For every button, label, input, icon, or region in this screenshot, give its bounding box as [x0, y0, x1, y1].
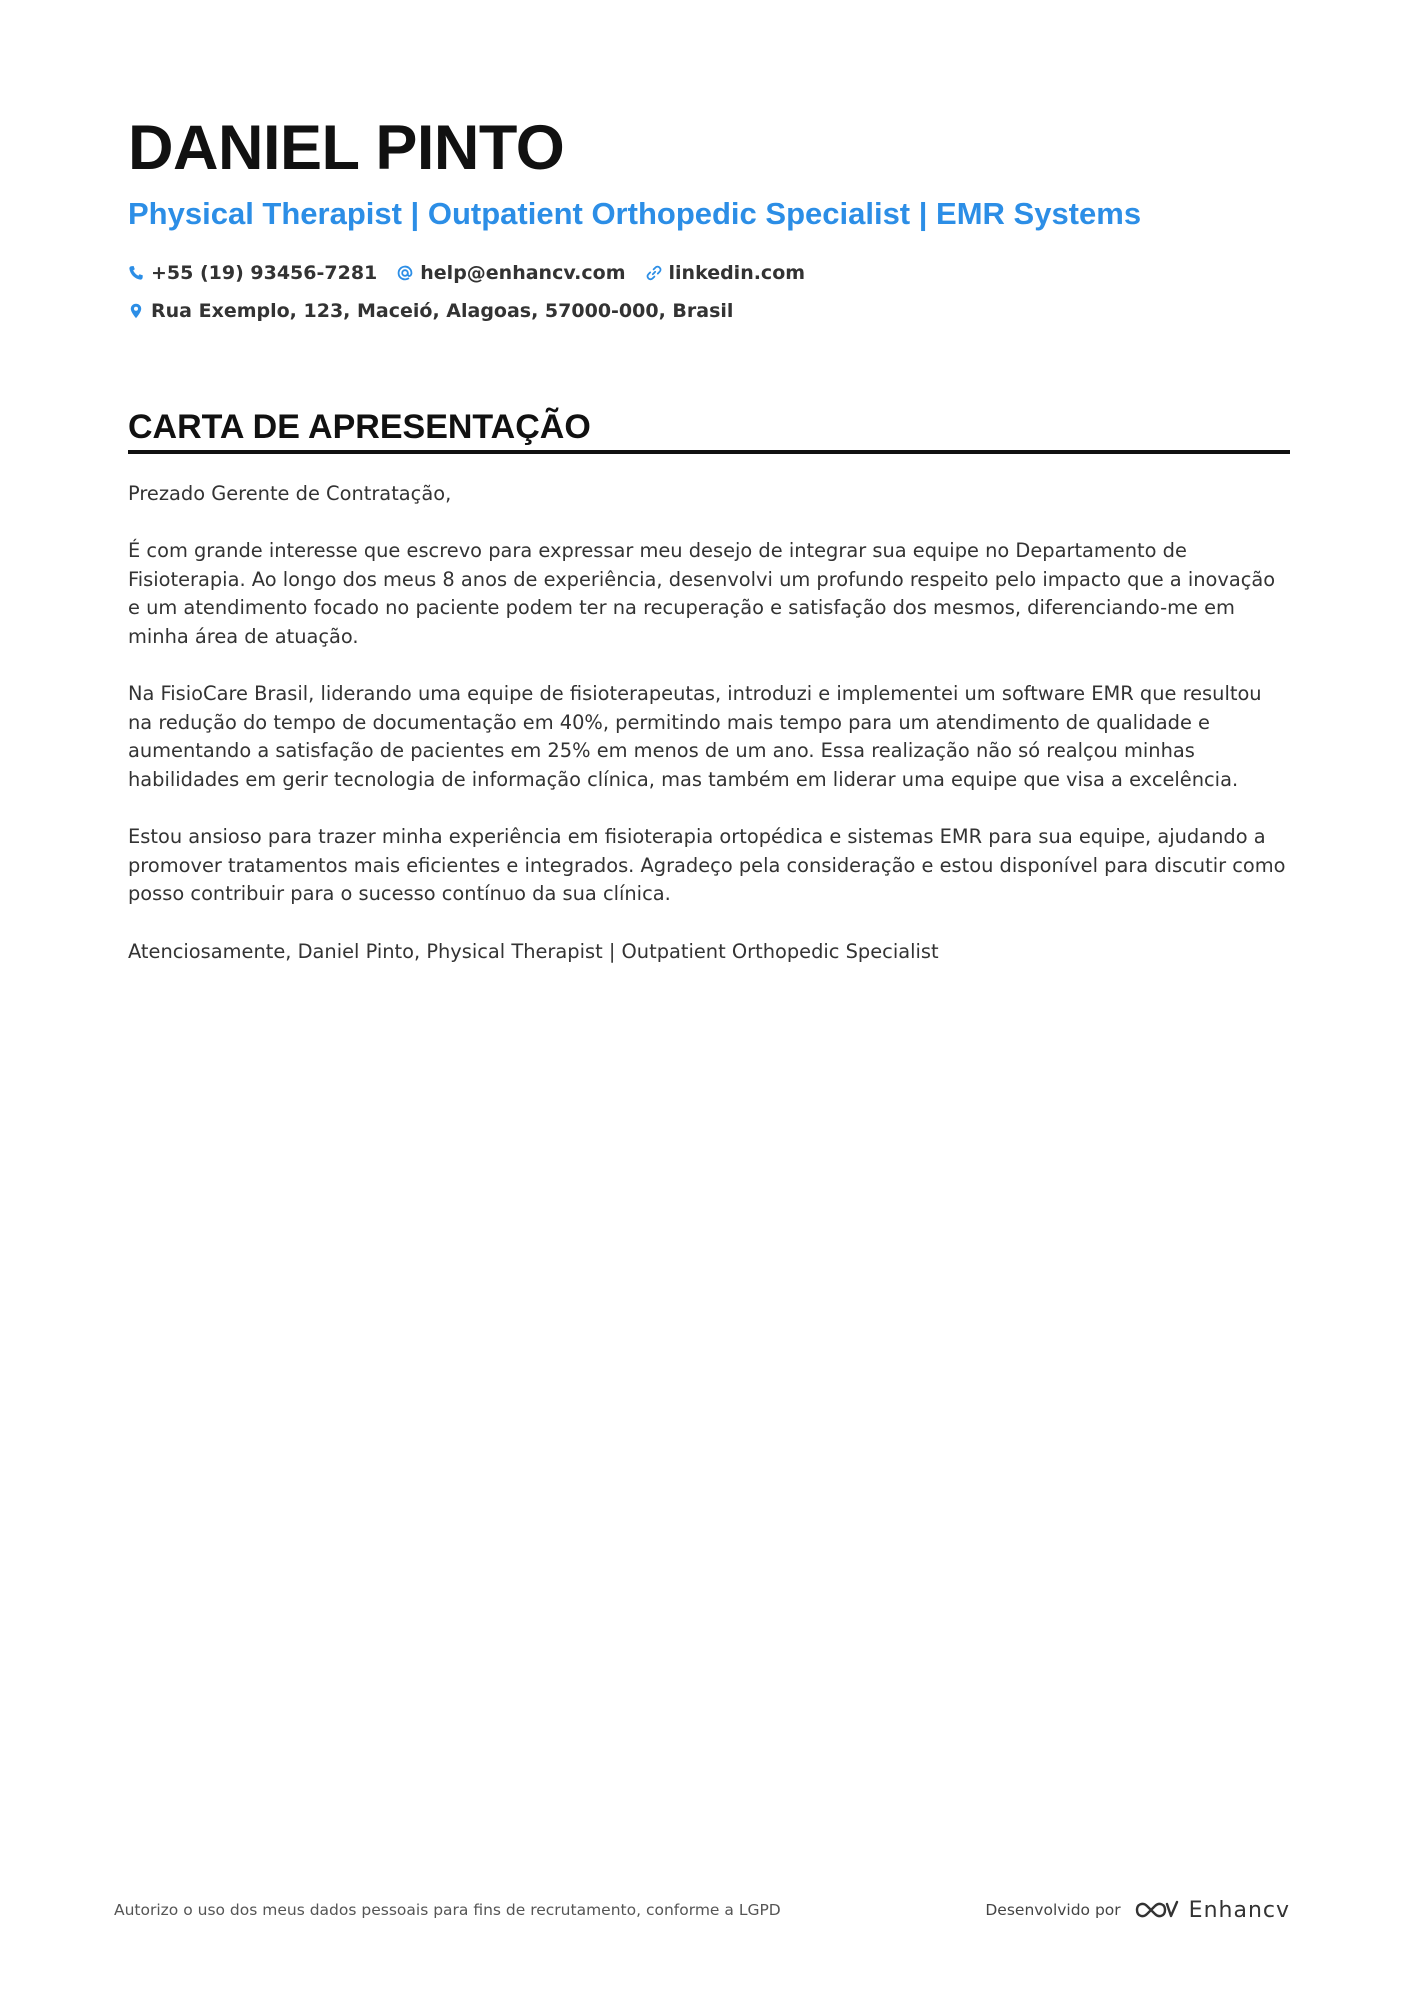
candidate-name: DANIEL PINTO [128, 113, 565, 183]
letter-body [128, 480, 1290, 966]
letter-closing: Atenciosamente, Daniel Pinto, Physical Therapist | Outpatient Orthopedic Specialist [128, 939, 939, 963]
candidate-headline: Physical Therapist | Outpatient Orthopedic Specialist | EMR Systems [128, 196, 1142, 231]
section-title: CARTA DE APRESENTAÇÃO [128, 406, 1290, 454]
consent-text: Autorizo o uso dos meus dados pessoais para fins de recrutamento, conforme a LGPD [114, 1901, 781, 1919]
powered-by-label: Desenvolvido por [985, 1901, 1121, 1919]
cover-letter-section [128, 406, 1290, 995]
letter-greeting: Prezado Gerente de Contratação, [128, 482, 452, 505]
letter-paragraph-2: Na FisioCare Brasil, liderando uma equipe de fisioterapeutas, introduzi e implementei um software EMR que resultou na redução do tempo de documentação em 40%, permitindo mais tempo para um atendimento de qualidade e aumentando a satisfação de pacientes em 25% em menos de um ano. Essa realização não só realçou minhas habilidades em gerir tecnologia de informação clínica, mas também em liderar uma equipe que visa a excelência. [128, 682, 1262, 791]
map-pin-icon [128, 303, 144, 319]
contact-phone [128, 262, 377, 284]
contact-address [128, 300, 733, 322]
footer [114, 1890, 1290, 1930]
phone-icon [128, 265, 144, 281]
enhancv-logo-icon [1133, 1898, 1179, 1922]
letter-paragraph-1: É com grande interesse que escrevo para expressar meu desejo de integrar sua equipe no Departamento de Fisioterapia. Ao longo dos meus 8 anos de experiência, desenvolvi um profundo respeito pelo impacto que a inovação e um atendimento focado no paciente podem ter na recuperação e satisfação dos mesmos, diferenciando-me em minha área de atuação. [128, 539, 1276, 648]
phone-text: +55 (19) 93456-7281 [151, 262, 378, 284]
address-text: Rua Exemplo, 123, Maceió, Alagoas, 57000-000, Brasil [151, 300, 734, 322]
contact-row-1 [128, 254, 1288, 292]
contact-email[interactable] [397, 262, 625, 284]
email-text[interactable]: help@enhancv.com [420, 262, 626, 284]
contact-info [128, 254, 1288, 330]
contact-linkedin[interactable] [646, 262, 806, 284]
contact-row-2 [128, 292, 1288, 330]
powered-by[interactable] [985, 1898, 1290, 1923]
link-icon [646, 265, 662, 281]
letter-paragraph-3: Estou ansioso para trazer minha experiência em fisioterapia ortopédica e sistemas EMR para sua equipe, ajudando a promover tratamentos mais eficientes e integrados. Agradeço pela consideração e estou disponível para discutir como posso contribuir para o sucesso contínuo da sua clínica. [128, 825, 1286, 906]
brand-name: Enhancv [1188, 1897, 1290, 1923]
header [128, 112, 1288, 330]
at-icon [397, 265, 413, 281]
linkedin-text[interactable]: linkedin.com [668, 262, 806, 284]
